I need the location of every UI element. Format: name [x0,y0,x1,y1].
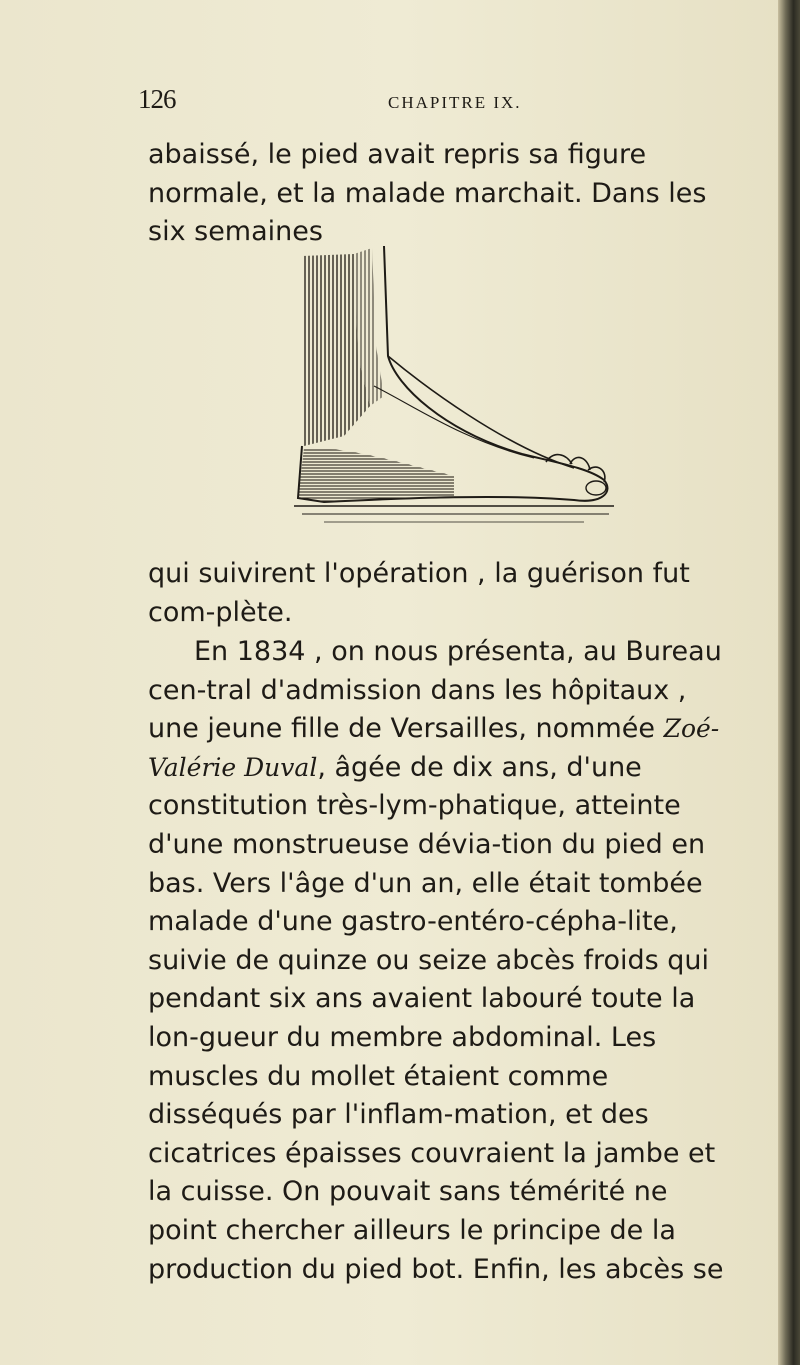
paragraph-1: abaissé, le pied avait repris sa figure normale, et la malade marchait. Dans les six semaines [148,139,707,248]
paragraph-3-end: , âgée de dix ans, d'une constitution très-lym-phatique, atteinte d'une monstrueuse dévia-tion du pied en bas. Vers l'âge d'un an, elle était tombée malade d'une gastro-entéro-cépha-lite, suivie de quinze ou seize abcès froids qui pendant six ans avaient labouré toute la lon-gueur du membre abdominal. Les muscles du mollet étaient comme disséqués par l'inflam-mation, et des cicatrices épaisses couvraient la jambe et la cuisse. On pouvait sans témérité ne point chercher ailleurs le principe de la production du pied bot. Enfin, les abcès se [148,751,724,1285]
page-number: 126 [138,84,176,114]
paragraph-3 [148,633,738,1289]
running-head: CHAPITRE IX. [388,93,522,112]
paragraph-3-start: En 1834 , on nous présenta, au Bureau cen-tral d'admission dans les hôpitaux , une jeune fille de Versailles, nommée [148,636,722,745]
paragraph-2: qui suivirent l'opération , la guérison fut com-plète. [148,558,690,628]
patient-name: Zoé-Valérie Duval [148,714,720,782]
page-edge [778,0,800,1365]
foot-illustration [284,236,624,536]
